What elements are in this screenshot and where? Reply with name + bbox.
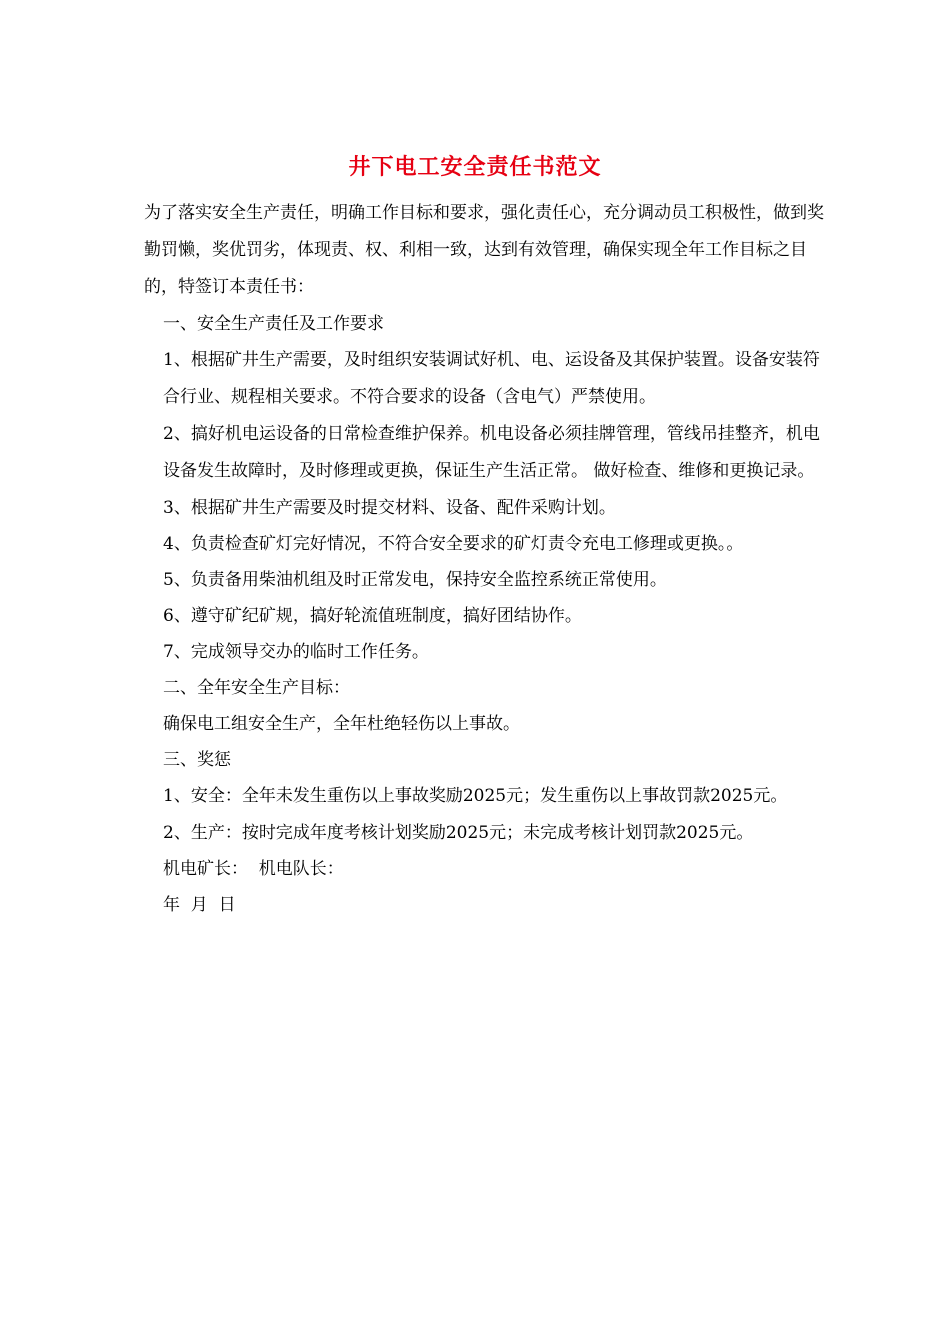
signature-line: 机电矿长： 机电队长： bbox=[163, 859, 344, 879]
reward-item-safety: 1、安全：全年未发生重伤以上事故奖励2025元；发生重伤以上事故罚款2025元。 bbox=[163, 786, 788, 806]
intro-paragraph: 为了落实安全生产责任，明确工作目标和要求，强化责任心，充分调动员工积极性，做到奖勤罚懒，奖优罚劣，体现责、权、利相一致，达到有效管理，确保实现全年工作目标之目的，特签订本责任书： bbox=[144, 203, 824, 297]
document-body bbox=[144, 195, 824, 923]
requirement-item-4: 4、负责检查矿灯完好情况，不符合安全要求的矿灯责令充电工修理或更换。。 bbox=[163, 534, 744, 554]
reward-item-production: 2、生产：按时完成年度考核计划奖励2025元；未完成考核计划罚款2025元。 bbox=[163, 823, 754, 843]
section-heading-responsibilities: 一、安全生产责任及工作要求 bbox=[163, 314, 384, 334]
requirement-item-3: 3、根据矿井生产需要及时提交材料、设备、配件采购计划。 bbox=[163, 498, 616, 518]
date-line: 年 月 日 bbox=[163, 895, 236, 915]
annual-goal-text: 确保电工组安全生产，全年杜绝轻伤以上事故。 bbox=[163, 714, 520, 734]
section-heading-rewards: 三、奖惩 bbox=[163, 750, 231, 770]
requirement-item-2: 2、搞好机电运设备的日常检查维护保养。机电设备必须挂牌管理，管线吊挂整齐，机电设备发生故障时，及时修理或更换，保证生产生活正常。 做好检查、维修和更换记录。 bbox=[163, 424, 820, 481]
document-title: 井下电工安全责任书范文 bbox=[348, 154, 602, 180]
requirement-item-5: 5、负责备用柴油机组及时正常发电，保持安全监控系统正常使用。 bbox=[163, 570, 667, 590]
requirement-item-6: 6、遵守矿纪矿规，搞好轮流值班制度，搞好团结协作。 bbox=[163, 606, 582, 626]
requirement-item-7: 7、完成领导交办的临时工作任务。 bbox=[163, 642, 429, 662]
section-heading-annual-goal: 二、全年安全生产目标： bbox=[163, 678, 350, 698]
requirement-item-1: 1、根据矿井生产需要，及时组织安装调试好机、电、运设备及其保护装置。设备安装符合行业、规程相关要求。不符合要求的设备（含电气）严禁使用。 bbox=[163, 350, 820, 407]
